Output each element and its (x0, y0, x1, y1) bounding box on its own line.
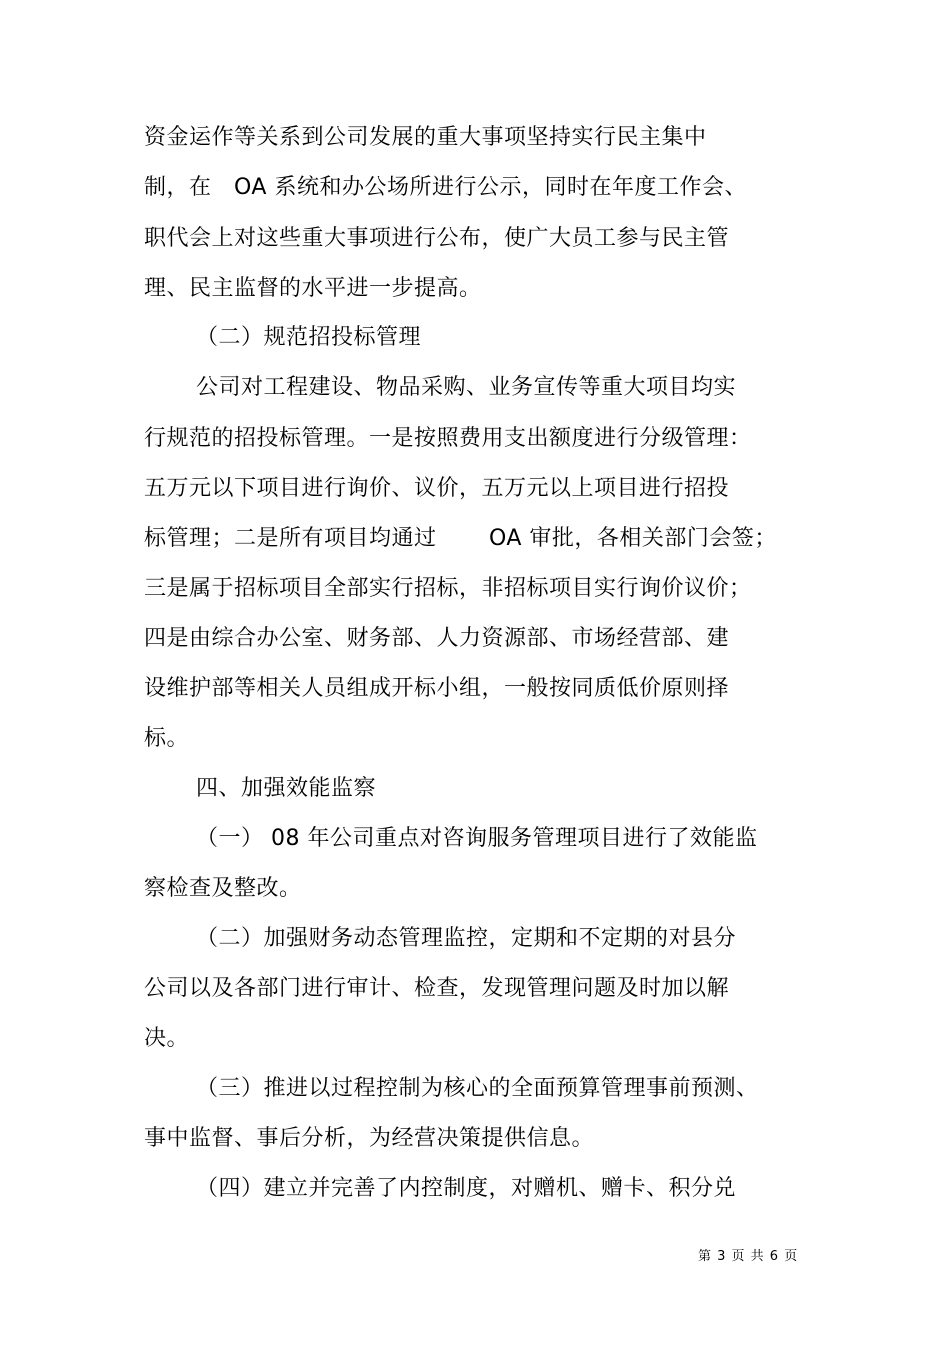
body-line-12: 设维护部等相关人员组成开标小组，一般按同质低价原则择 (144, 676, 730, 701)
body-line-11: 四是由综合办公室、财务部、人力资源部、市场经营部、建 (144, 626, 730, 651)
section-heading-4: 四、加强效能监察 (196, 776, 377, 801)
body-line-9: 标管理；二是所有项目均通过 OA 审批，各相关部门会签； (144, 526, 777, 551)
body-line-4: 理、民主监督的水平进一步提高。 (144, 276, 482, 301)
body-line-2: 制，在 OA 系统和办公场所进行公示，同时在年度工作会、 (144, 175, 747, 200)
body-line-18: 公司以及各部门进行审计、检查，发现管理问题及时加以解 (144, 976, 730, 1001)
body-line-19: 决。 (144, 1026, 190, 1051)
body-line-21: 事中监督、事后分析，为经营决策提供信息。 (144, 1126, 595, 1151)
body-line-10: 三是属于招标项目全部实行招标，非招标项目实行询价议价； (144, 576, 752, 601)
body-line-13: 标。 (144, 726, 190, 751)
body-line-17: （二）加强财务动态管理监控，定期和不定期的对县分 (196, 926, 737, 951)
body-line-3: 职代会上对这些重大事项进行公布，使广大员工参与民主管 (144, 226, 730, 251)
body-line-20: （三）推进以过程控制为核心的全面预算管理事前预测、 (196, 1076, 759, 1101)
body-line-22: （四）建立并完善了内控制度，对赠机、赠卡、积分兑 (196, 1176, 737, 1201)
body-line-16: 察检查及整改。 (144, 876, 302, 901)
section-heading-2: （二）规范招投标管理 (196, 325, 422, 350)
body-line-15: （一） 08 年公司重点对咨询服务管理项目进行了效能监 (196, 826, 758, 851)
page-footer: 第 3 页 共 6 页 (698, 1249, 799, 1264)
body-line-7: 行规范的招投标管理。一是按照费用支出额度进行分级管理： (144, 426, 752, 451)
body-line-6: 公司对工程建设、物品采购、业务宣传等重大项目均实 (196, 375, 737, 400)
body-line-8: 五万元以下项目进行询价、议价，五万元以上项目进行招投 (144, 476, 730, 501)
body-line-1: 资金运作等关系到公司发展的重大事项坚持实行民主集中 (144, 125, 707, 150)
